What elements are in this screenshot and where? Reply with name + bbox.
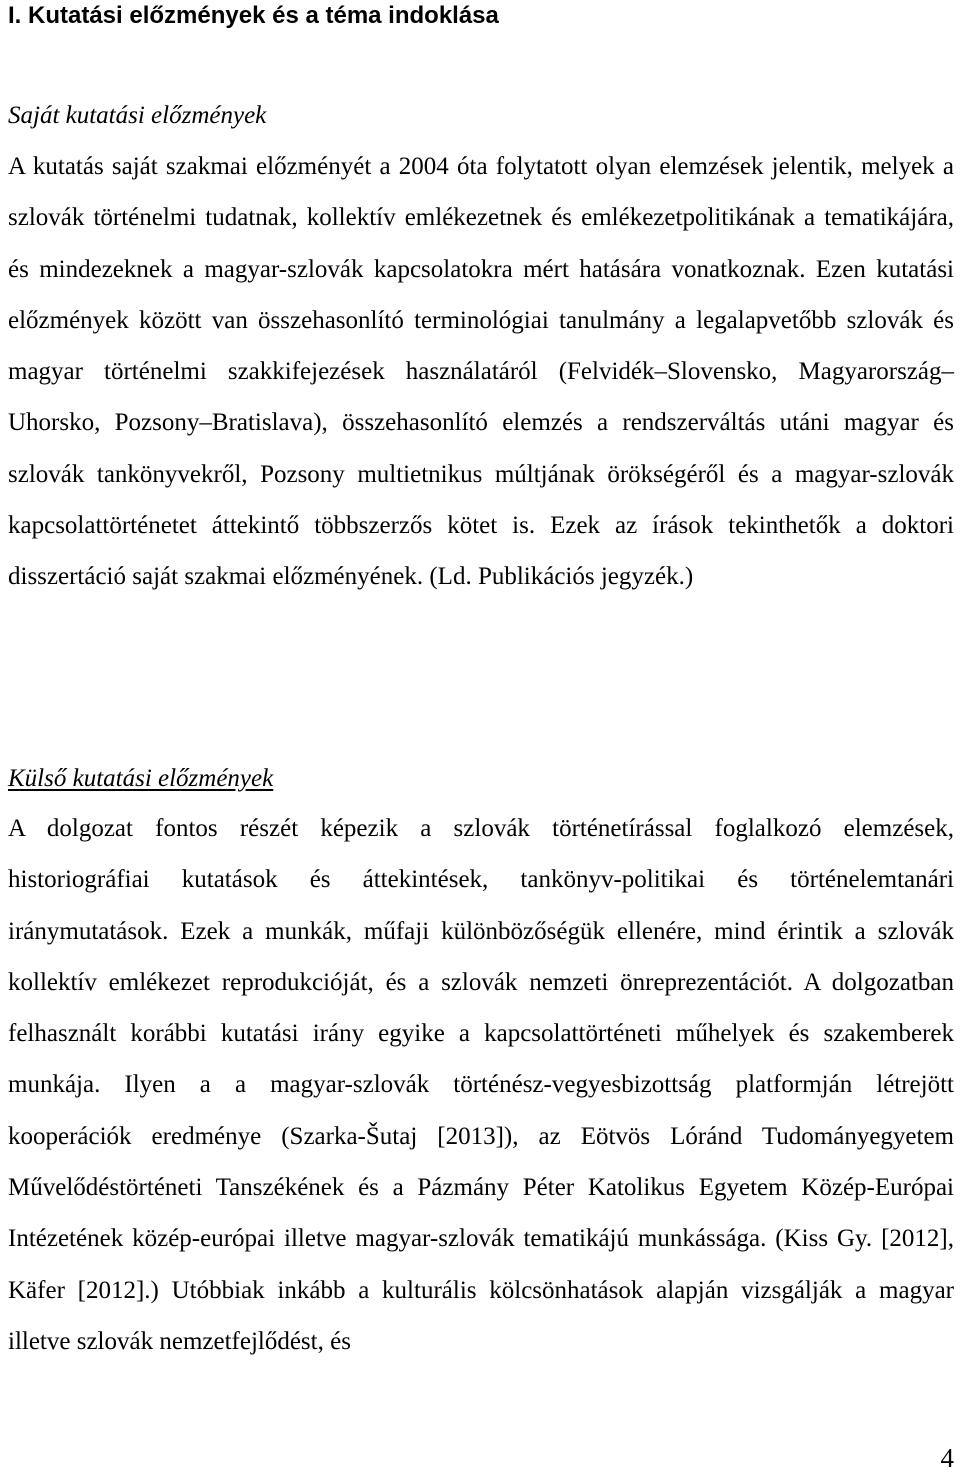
paragraph-external-research: A dolgozat fontos részét képezik a szlovák történetírással foglalkozó elemzések, historiográfiai kutatások és áttekintések, tankönyv-politikai és történelemtanári iránymutatások. Ezek a munkák, műfaji különbözőségük ellenére, mind érintik a szlovák kollektív emlékezet reprodukcióját, és a szlovák nemzeti önreprezentációt. A dolgozatban felhasznált korábbi kutatási irány egyike a kapcsolattörténeti műhelyek és szakemberek munkája. Ilyen a a magyar-szlovák történész-vegyesbizottság platformján létrejött kooperációk eredménye (Szarka-Šutaj [2013]), az Eötvös Lóránd Tudományegyetem Művelődéstörténeti Tanszékének és a Pázmány Péter Katolikus Egyetem Közép-Európai Intézetének közép-európai illetve magyar-szlovák tematikájú munkássága. (Kiss Gy. [2012], Käfer [2012].) Utóbbiak inkább a kulturális kölcsönhatások alapján vizsgálják a magyar illetve szlovák nemzetfejlődést, és — [8, 815, 954, 1355]
section-heading-external-research: Külső kutatási előzmények — [8, 765, 274, 792]
page-number: 4 — [940, 1443, 954, 1473]
paragraph-own-research: A kutatás saját szakmai előzményét a 2004 óta folytatott olyan elemzések jelentik, melyek a szlovák történelmi tudatnak, kollektív emlékezetnek és emlékezetpolitikának a tematikájára, és mindezeknek a magyar-szlovák kapcsolatokra mért hatására vonatkoznak. Ezen kutatási előzmények között van összehasonlító terminológiai tanulmány a legalapvetőbb szlovák és magyar történelmi szakkifejezések használatáról (Felvidék–Slovensko, Magyarország–Uhorsko, Pozsony–Bratislava), összehasonlító elemzés a rendszerváltás utáni magyar és szlovák tankönyvekről, Pozsony multietnikus múltjának örökségéről és a magyar-szlovák kapcsolattörténetet áttekintő többszerzős kötet is. Ezek az írások tekinthetők a doktori disszertáció saját szakmai előzményének. (Ld. Publikációs jegyzék.) — [8, 153, 954, 591]
chapter-title: I. Kutatási előzmények és a téma indoklása — [8, 2, 499, 29]
section-heading-own-research: Saját kutatási előzmények — [8, 102, 267, 129]
